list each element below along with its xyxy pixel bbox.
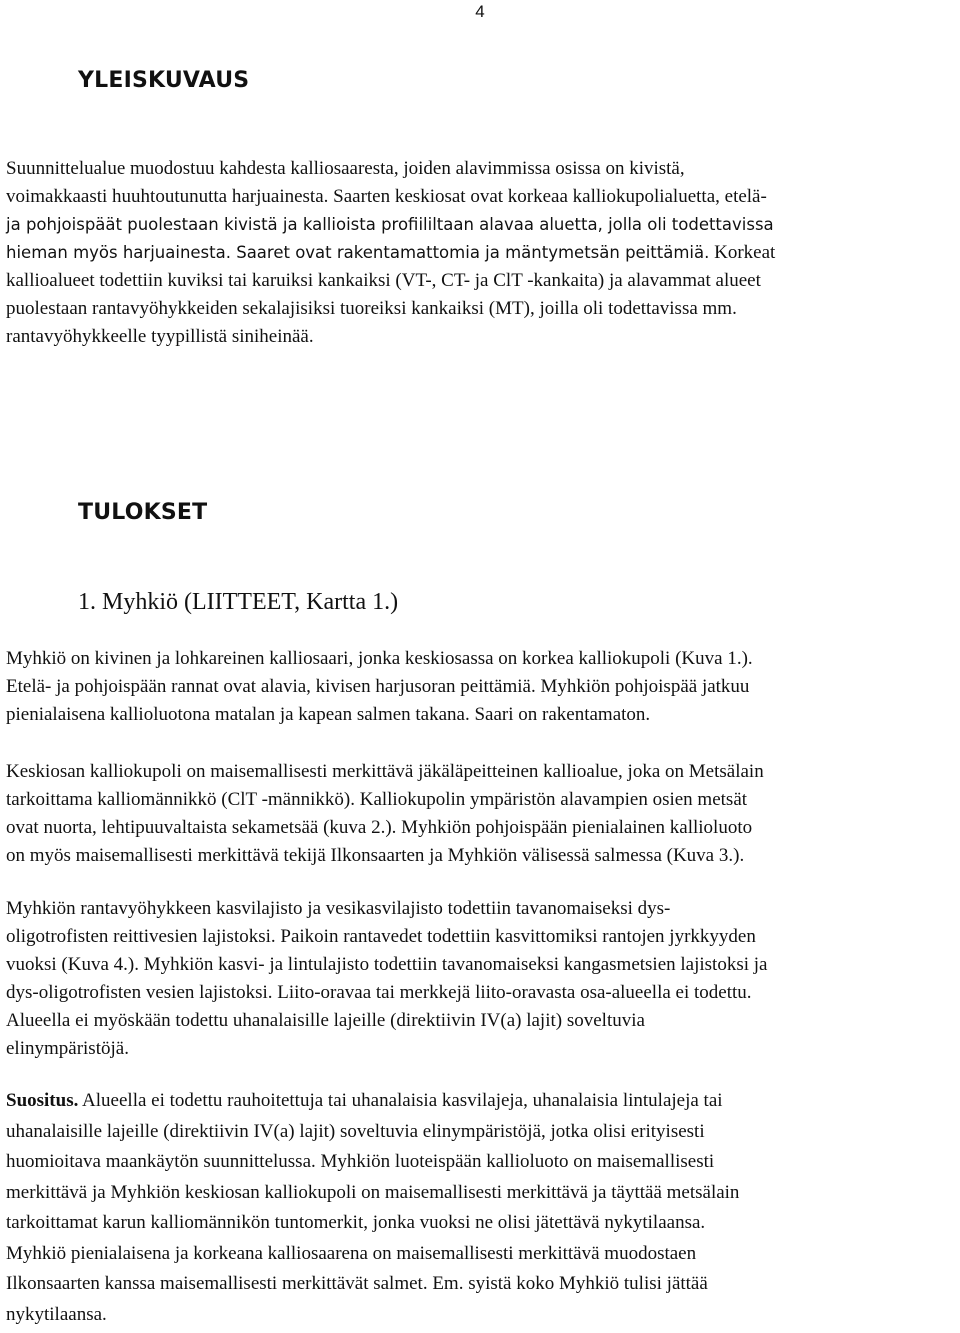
overview-line: [6, 239, 956, 267]
text-line: Etelä- ja pohjoispään rannat ovat alavia, kivisen harjusoran peittämiä. Myhkiön pohjoispää jatkuu: [6, 676, 750, 697]
text-line: Myhkiö on kivinen ja lohkareinen kalliosaari, jonka keskiosassa on korkea kalliokupoli (Kuva 1.).: [6, 648, 753, 669]
recommendation-label: Suositus.: [6, 1090, 79, 1111]
text-line: pienialaisena kallioluotona matalan ja kapean salmen takana. Saari on rakentamaton.: [6, 704, 651, 725]
overview-line: voimakkaasti huuhtoutunutta harjuainesta. Saarten keskiosat ovat korkeaa kalliokupolialuetta, etelä-: [6, 186, 767, 207]
results-paragraph-2: [6, 758, 956, 870]
text-line: nykytilaansa.: [6, 1303, 107, 1325]
text-line: oligotrofisten reittivesien lajistoksi. Paikoin rantavedet todettiin kasvittomiksi rantojen jyrkkyyden: [6, 926, 756, 947]
text-line: on myös maisemallisesti merkittävä tekijä Ilkonsaarten ja Myhkiön välisessä salmessa (Kuva 3.).: [6, 845, 745, 866]
text-line: Myhkiö pienialaisena ja korkeana kalliosaarena on maisemallisesti merkittävä muodostaen: [6, 1242, 697, 1264]
text-line: tarkoittama kalliomännikkö (ClT -männikkö). Kalliokupolin ympäristön alavampien osien metsät: [6, 789, 748, 810]
results-paragraph-1: [6, 645, 956, 729]
results-paragraph-3: [6, 895, 956, 1063]
overview-line: Suunnittelualue muodostuu kahdesta kalliosaaresta, joiden alavimmissa osissa on kivistä,: [6, 158, 685, 179]
overview-line: kallioalueet todettiin kuviksi tai karuiksi kankaiksi (VT-, CT- ja ClT -kankaita) ja alavammat alueet: [6, 270, 761, 291]
text-line: Ilkonsaarten kanssa maisemallisesti merkittävät salmet. Em. syistä koko Myhkiö tulisi jättää: [6, 1273, 708, 1294]
text-line: Myhkiön rantavyöhykkeen kasvilajisto ja vesikasvilajisto todettiin tavanomaiseksi dys-: [6, 898, 671, 919]
text-line: merkittävä ja Myhkiön keskiosan kalliokupoli on maisemallisesti merkittävä ja täyttää metsälain: [6, 1181, 740, 1203]
text-line: vuoksi (Kuva 4.). Myhkiön kasvi- ja lintulajisto todettiin tavanomaiseksi kangasmetsien lajistoksi ja: [6, 954, 768, 975]
overview-line: ja pohjoispäät puolestaan kivistä ja kallioista profiililtaan alavaa aluetta, jolla oli todettavissa: [6, 215, 774, 234]
text-line: dys-oligotrofisten vesien lajistoksi. Liito-oravaa tai merkkejä liito-oravasta osa-alueella ei todettu.: [6, 982, 752, 1003]
text-line: tarkoittamat karun kalliomännikön tuntomerkit, jonka vuoksi ne olisi jätettävä nykytilaansa.: [6, 1212, 706, 1233]
text-line: uhanalaisille lajeille (direktiivin IV(a) lajit) soveltuvia elinympäristöjä, jotka olisi erityisesti: [6, 1120, 705, 1142]
overview-paragraph: [6, 155, 956, 351]
page-number: 4: [475, 2, 485, 21]
section-subheading: 1. Myhkiö (LIITTEET, Kartta 1.): [78, 589, 399, 615]
results-heading: TULOKSET: [78, 500, 208, 525]
overview-line-part: hieman myös harjuainesta. Saaret ovat rakentamattomia ja mäntymetsän peittämiä.: [6, 243, 710, 262]
text-line: Keskiosan kalliokupoli on maisemallisesti merkittävä jäkäläpeitteinen kallioalue, joka on Metsälain: [6, 761, 764, 782]
overview-line-part: Korkeat: [709, 242, 776, 263]
text-line: Alueella ei myöskään todettu uhanalaisille lajeille (direktiivin IV(a) lajit) soveltuvia: [6, 1010, 645, 1031]
text-line: ovat nuorta, lehtipuuvaltaista sekametsää (kuva 2.). Myhkiön pohjoispään pienialainen kallioluoto: [6, 817, 753, 838]
text-line-part: Alueella ei todettu rauhoitettuja tai uhanalaisia kasvilajeja, uhanalaisia lintulajeja tai: [78, 1090, 723, 1111]
text-line: elinympäristöjä.: [6, 1038, 129, 1059]
overview-line: puolestaan rantavyöhykkeiden sekalajisiksi tuoreiksi kankaiksi (MT), joilla oli todettavissa mm.: [6, 298, 737, 319]
overview-heading: YLEISKUVAUS: [78, 68, 250, 93]
text-line: huomioitava maankäytön suunnittelussa. Myhkiön luoteispään kallioluoto on maisemallisesti: [6, 1151, 715, 1172]
overview-line: rantavyöhykkeelle tyypillistä siniheinää.: [6, 326, 314, 347]
recommendation-paragraph: [6, 1086, 956, 1330]
text-line: [6, 1086, 956, 1117]
